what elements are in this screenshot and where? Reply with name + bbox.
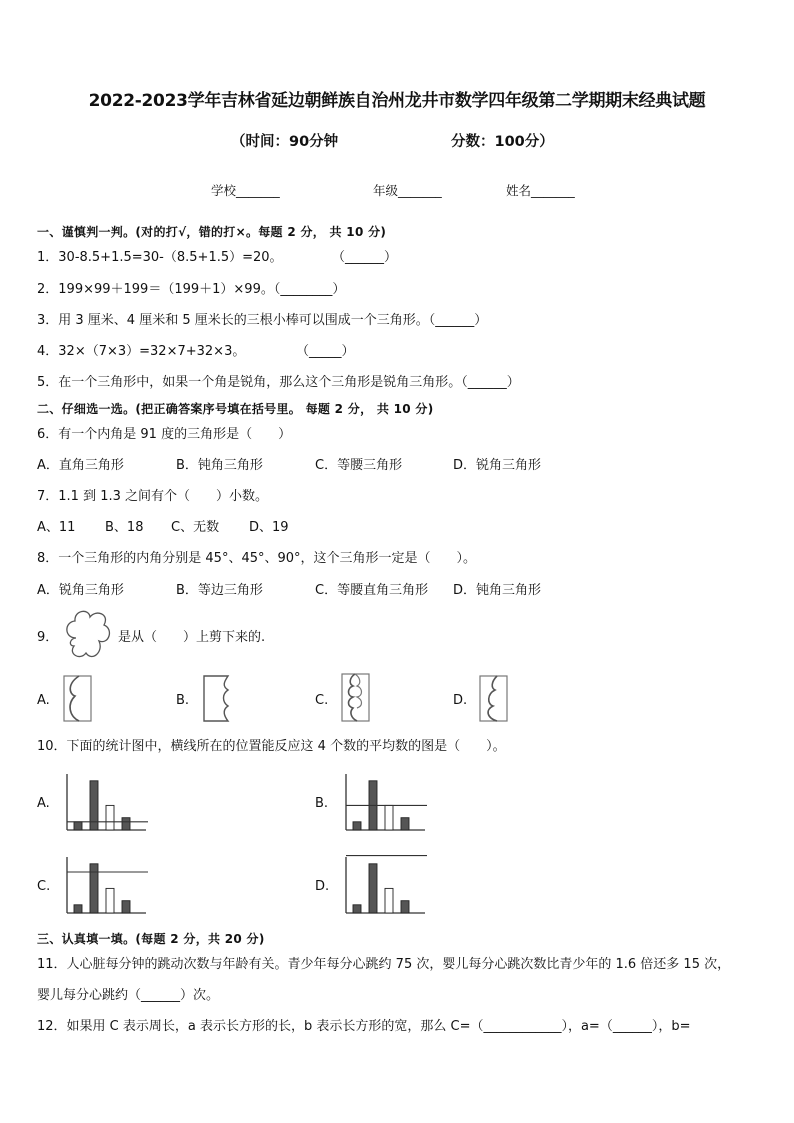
chart-a-bar-3 [106,805,114,830]
chart-a-bar-2 [90,781,98,830]
q6-option-c: C．等腰三角形 [315,458,403,473]
q10-chart-c [64,855,154,917]
name-field: 姓名_______ [506,183,575,198]
q8-option-c: C．等腰直角三角形 [315,583,429,598]
q9-option-d-label: D. [453,693,468,708]
question-11-line1: 11．人心脏每分钟的跳动次数与年龄有关。青少年每分心跳约 75 次，婴儿每分心跳次数比青少年的 1.6 倍还多 15 次， [37,957,731,972]
question-10: 10．下面的统计图中，横线所在的位置能反应这 4 个数的平均数的图是（ ）。 [37,739,506,754]
score-label: 分数：100分） [451,134,554,150]
chart-c-bar-1 [74,905,82,913]
question-8: 8．一个三角形的内角分别是 45°、45°、90°，这个三角形一定是（ ）。 [37,551,477,566]
chart-d-bar-4 [401,901,409,913]
q6-option-d: D．锐角三角形 [453,458,542,473]
question-1-blank: （______） [332,250,398,265]
q7-option-b: B、18 [105,520,144,535]
q10-chart-b [343,772,433,834]
chart-c-bar-3 [106,888,114,913]
chart-d-bar-2 [369,864,377,913]
chart-a-bar-4 [122,818,130,830]
q6-option-a: A．直角三角形 [37,458,124,473]
question-3: 3．用 3 厘米、4 厘米和 5 厘米长的三根小棒可以围成一个三角形。（______） [37,313,488,328]
q6-option-b: B．钝角三角形 [176,458,263,473]
q10-chart-a [64,772,154,834]
cloud-cutout-figure [62,608,114,664]
chart-b-bar-1 [353,822,361,830]
question-9-number: 9． [37,630,59,645]
q7-option-d: D、19 [249,520,289,535]
q10-option-c-label: C. [37,879,51,894]
question-5: 5．在一个三角形中，如果一个角是锐角，那么这个三角形是锐角三角形。（______） [37,375,520,390]
chart-b-bar-4 [401,818,409,830]
question-4: 4．32×（7×3）=32×7+32×3。 [37,344,246,359]
section1-heading: 一、谨慎判一判。(对的打√，错的打×。每题 2 分， 共 10 分) [37,225,387,239]
question-9-text: 是从（ ）上剪下来的. [118,630,266,645]
school-field: 学校_______ [211,183,280,198]
time-label: （时间：90分钟 [231,134,339,150]
q9-option-b-figure [202,674,232,724]
question-12: 12．如果用 C 表示周长，a 表示长方形的长，b 表示长方形的宽，那么 C=（____________），a=（______），b= [37,1019,691,1034]
q10-option-d-label: D. [315,879,330,894]
q9-option-d-figure [479,674,509,724]
q7-option-c: C、无数 [171,520,220,535]
question-1: 1．30-8.5+1.5=30-（8.5+1.5）=20。 [37,250,283,265]
q7-option-a: A、11 [37,520,76,535]
q10-chart-d [343,855,433,917]
q9-option-b-label: B. [176,693,190,708]
section3-heading: 三、认真填一填。(每题 2 分，共 20 分) [37,932,265,946]
page-title: 2022-2023学年吉林省延边朝鲜族自治州龙井市数学四年级第二学期期末经典试题 [88,91,706,111]
question-11-line2: 婴儿每分心跳约（______）次。 [37,988,220,1003]
q8-option-b: B．等边三角形 [176,583,263,598]
q10-option-a-label: A. [37,796,50,811]
chart-b-bar-3 [385,805,393,830]
question-4-blank: （_____） [296,344,355,359]
grade-field: 年级_______ [373,183,442,198]
question-7: 7．1.1 到 1.3 之间有个（ ）小数。 [37,489,269,504]
q9-option-a-label: A. [37,693,50,708]
q8-option-a: A．锐角三角形 [37,583,124,598]
question-2: 2．199×99＋199＝（199＋1）×99。（________） [37,282,346,297]
chart-c-bar-2 [90,864,98,913]
q8-option-d: D．钝角三角形 [453,583,542,598]
chart-a-bar-1 [74,822,82,830]
section2-heading: 二、仔细选一选。(把正确答案序号填在括号里。 每题 2 分， 共 10 分) [37,402,434,416]
q9-option-c-label: C. [315,693,329,708]
q9-option-a-figure [63,674,93,724]
chart-c-bar-4 [122,901,130,913]
chart-d-bar-1 [353,905,361,913]
chart-d-bar-3 [385,888,393,913]
question-6: 6．有一个内角是 91 度的三角形是（ ） [37,427,292,442]
q10-option-b-label: B. [315,796,329,811]
q9-option-c-figure [341,672,371,724]
